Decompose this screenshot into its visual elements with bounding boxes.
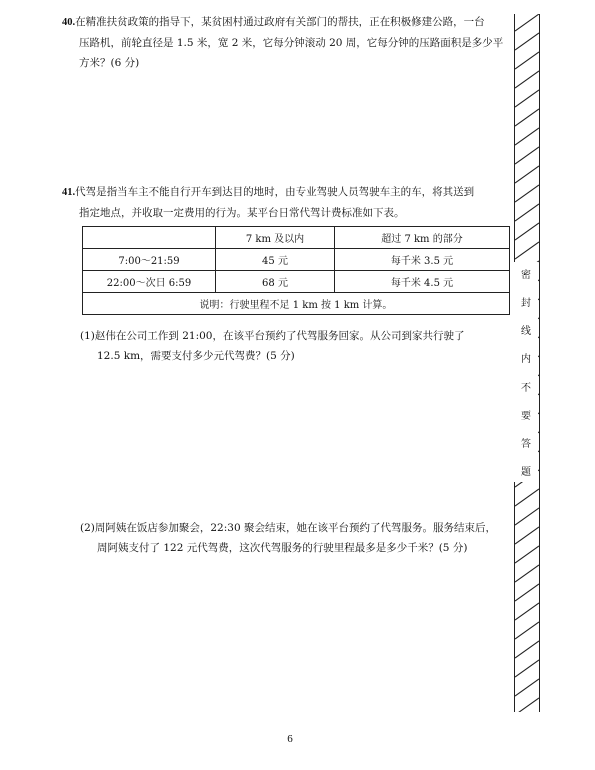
hatch-line xyxy=(515,128,539,145)
table-note: 说明：行驶里程不足 1 km 按 1 km 计算。 xyxy=(83,293,510,315)
hatch-line xyxy=(515,223,539,240)
fee-table xyxy=(82,226,510,315)
seal-char: 题 xyxy=(521,466,531,478)
table-cell: 68 元 xyxy=(216,271,335,293)
hatch-line xyxy=(515,489,539,506)
hatch-line xyxy=(515,508,539,525)
hatch-line xyxy=(515,603,539,620)
page-number: 6 xyxy=(287,733,293,745)
hatch-line xyxy=(515,147,539,164)
seal-char: 不 xyxy=(521,382,531,394)
question-41-number: 41. xyxy=(62,187,76,198)
hatch-line xyxy=(515,166,539,183)
seal-char: 要 xyxy=(521,410,531,422)
seal-char: 答 xyxy=(521,438,531,450)
hatch-line xyxy=(515,71,539,88)
table-cell: 7:00～21:59 xyxy=(83,249,216,271)
table-note-row xyxy=(83,293,510,315)
hatch-line xyxy=(515,698,539,712)
table-cell: 45 元 xyxy=(216,249,335,271)
hatch-line xyxy=(515,641,539,658)
hatch-line xyxy=(515,33,539,50)
question-41-part-1 xyxy=(80,326,464,366)
seal-char: 密 xyxy=(521,270,531,281)
hatch-line xyxy=(515,109,539,126)
seal-char: 线 xyxy=(521,326,531,338)
hatch-line xyxy=(515,584,539,601)
part-1-line-2: 12.5 km，需要支付多少元代驾费？(5 分) xyxy=(97,350,295,362)
hatch-line xyxy=(515,660,539,677)
hatch-line xyxy=(515,204,539,221)
table-cell: 22:00～次日 6:59 xyxy=(83,271,216,293)
question-41-line-2: 指定地点，并收取一定费用的行为。某平台日常代驾计费标准如下表。 xyxy=(79,207,405,219)
question-40-line-3: 方米？(6 分) xyxy=(79,57,140,69)
hatch-line xyxy=(515,546,539,563)
table-header-cell xyxy=(83,227,216,249)
question-40-line-2: 压路机，前轮直径是 1.5 米，宽 2 米，它每分钟滚动 20 周，它每分钟的压路面积是多少平 xyxy=(79,37,504,49)
hatch-line xyxy=(515,242,539,259)
question-40-line-1: 40.在精准扶贫政策的指导下，某贫困村通过政府有关部门的帮扶，正在积极修建公路，一台 xyxy=(62,16,485,28)
hatch-line xyxy=(515,14,539,31)
table-row xyxy=(83,249,510,271)
hatch-line xyxy=(515,185,539,202)
seal-char: 封 xyxy=(521,298,531,310)
hatch-line xyxy=(515,622,539,639)
table-cell: 每千米 3.5 元 xyxy=(335,249,510,271)
table-header-row xyxy=(83,227,510,249)
hatch-line xyxy=(515,90,539,107)
question-41-line-1: 41.代驾是指当车主不能自行开车到达目的地时，由专业驾驶人员驾驶车主的车，将其送到 xyxy=(62,186,475,198)
hatch-line xyxy=(515,565,539,582)
table-cell: 每千米 4.5 元 xyxy=(335,271,510,293)
hatch-line xyxy=(515,679,539,696)
seal-line-label xyxy=(514,262,538,482)
part-2-line-1: (2)周阿姨在饭店参加聚会，22:30 聚会结束，她在该平台预约了代驾服务。服务结束后， xyxy=(80,522,496,534)
part-1-line-1: (1)赵伟在公司工作到 21:00，在该平台预约了代驾服务回家。从公司到家共行驶了 xyxy=(80,330,465,342)
question-40-number: 40. xyxy=(62,17,76,28)
hatch-line xyxy=(515,527,539,544)
seal-char: 内 xyxy=(521,354,531,366)
question-41 xyxy=(62,182,474,223)
table-header-cell: 超过 7 km 的部分 xyxy=(335,227,510,249)
table-row xyxy=(83,271,510,293)
question-41-part-2 xyxy=(80,518,496,558)
table-header-cell: 7 km 及以内 xyxy=(216,227,335,249)
part-2-line-2: 周阿姨支付了 122 元代驾费，这次代驾服务的行驶里程最多是多少千米？(5 分) xyxy=(97,542,468,554)
hatch-line xyxy=(515,52,539,69)
question-40 xyxy=(62,12,503,73)
